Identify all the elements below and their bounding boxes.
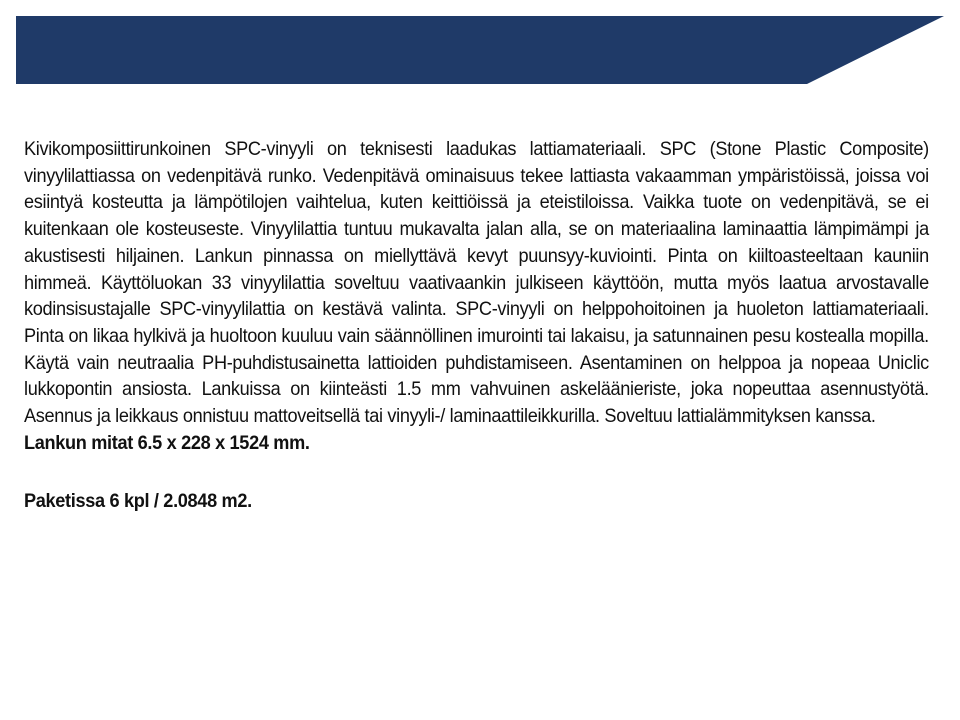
plank-dimensions: Lankun mitat 6.5 x 228 x 1524 mm. [24,431,310,454]
spacer [24,456,929,488]
header-banner-shape [16,16,944,84]
package-info: Paketissa 6 kpl / 2.0848 m2. [24,490,252,513]
header-banner [0,0,960,90]
slide-content [24,136,929,515]
product-description: Kivikomposiittirunkoinen SPC-vinyyli on teknisesti laadukas lattiamateriaali. SPC (Stone Plastic Composite) vinyylilattiassa on vedenpitävä runko. Vedenpitävä ominaisuus tekee lattiasta vakaamman ympäristöissä, joissa voi esiintyä kosteutta ja lämpötilojen vaihtelua, kuten keittiöissä ja eteistiloissa. Vaikka tuote on vedenpitävä, se ei kuitenkaan ole kosteuseste. Vinyylilattia tuntuu mukavalta jalan alla, se on materiaalina laminaattia lämpimämpi ja akustisesti hiljainen. Lankun pinnassa on miellyttävä kevyt puunsyy-kuviointi. Pinta on kiiltoasteeltaan kauniin himmeä. Käyttöluokan 33 vinyylilattia soveltuu vaativaankin julkiseen käyttöön, mutta myös laatua arvostavalle kodinsisustajalle SPC-vinyylilattia on kestävä valinta. SPC-vinyyli on helppohoitoinen ja huoleton lattiamateriaali. Pinta on likaa hylkivä ja huoltoon kuuluu vain säännöllinen imurointi tai lakaisu, ja satunnainen pesu kostealla mopilla. Käytä vain neutraalia PH-puhdistusainetta lattioiden puhdistamiseen. Asentaminen on helppoa ja nopeaa Uniclic lukkopontin ansiosta. Lankuissa on kiinteästi 1.5 mm vahvuinen askeläänieriste, joka nopeuttaa asennustyötä. Asennus ja leikkaus onnistuu mattoveitsellä tai vinyyli-/ laminaattileikkurilla. Soveltuu lattialämmityksen kanssa. [24,138,929,428]
